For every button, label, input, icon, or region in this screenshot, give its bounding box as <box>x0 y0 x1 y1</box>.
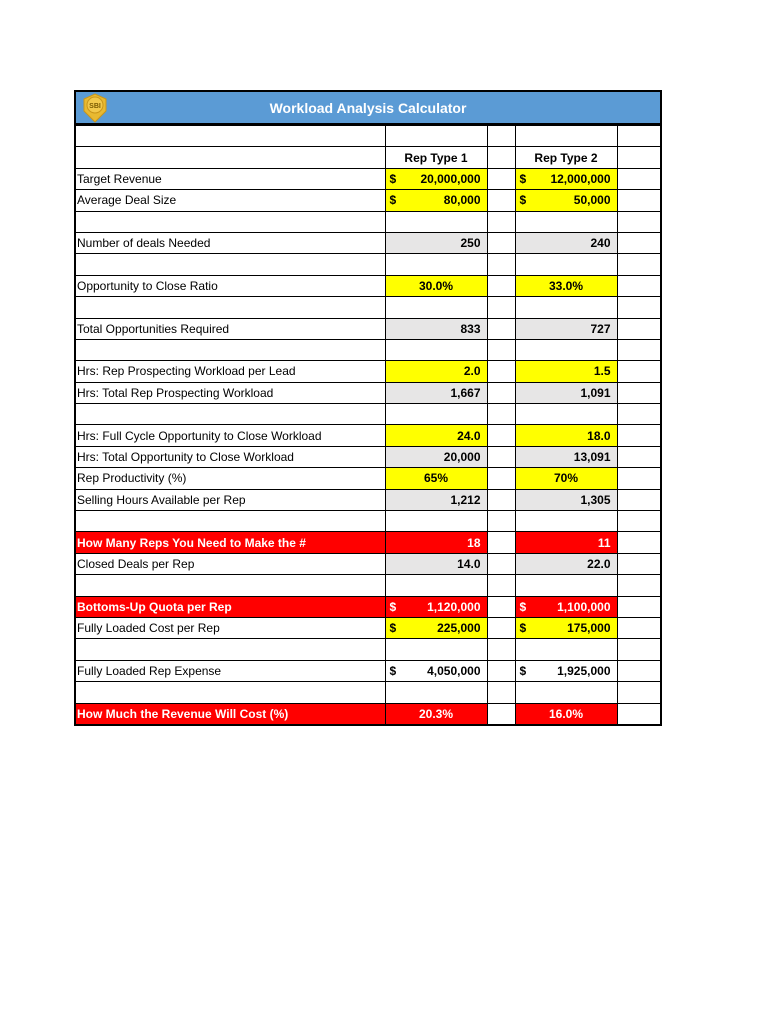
rep1-value-cell[interactable] <box>385 190 487 211</box>
rep1-value-cell[interactable]: 20.3% <box>385 703 487 724</box>
rep2-value-cell[interactable]: 16.0% <box>515 703 617 724</box>
cell-value: 20,000,000 <box>420 171 481 186</box>
cell-value: 225,000 <box>437 621 481 636</box>
currency-symbol: $ <box>519 599 527 614</box>
rep2-value-cell[interactable] <box>515 168 617 189</box>
table-row <box>76 382 660 403</box>
rep1-value-cell[interactable]: 65% <box>385 468 487 489</box>
row-label: Hrs: Total Rep Prospecting Workload <box>76 382 385 403</box>
currency-symbol: $ <box>389 171 397 186</box>
table-row <box>76 275 660 296</box>
workload-calculator-sheet <box>74 90 662 726</box>
rep1-value-cell[interactable] <box>385 168 487 189</box>
table-row <box>76 596 660 617</box>
rep1-value-cell[interactable]: 30.0% <box>385 275 487 296</box>
cell-value: 12,000,000 <box>550 171 611 186</box>
spacer-row <box>76 126 660 147</box>
row-label: Hrs: Total Opportunity to Close Workload <box>76 446 385 467</box>
row-label: Selling Hours Available per Rep <box>76 489 385 510</box>
table-row <box>76 425 660 446</box>
rep1-value-cell[interactable]: 250 <box>385 232 487 253</box>
rep1-value-cell[interactable]: 2.0 <box>385 361 487 382</box>
row-label: Number of deals Needed <box>76 232 385 253</box>
spacer-row <box>76 254 660 275</box>
row-label: Bottoms-Up Quota per Rep <box>76 596 385 617</box>
title-bar <box>76 92 660 125</box>
header-row <box>76 147 660 168</box>
currency-symbol: $ <box>389 663 397 678</box>
currency-symbol: $ <box>389 193 397 208</box>
rep1-value-cell[interactable]: 20,000 <box>385 446 487 467</box>
cell-value: 50,000 <box>573 193 611 208</box>
rep2-value-cell[interactable] <box>515 617 617 638</box>
cell-value: 4,050,000 <box>427 663 481 678</box>
spacer-row <box>76 339 660 360</box>
row-label: How Much the Revenue Will Cost (%) <box>76 703 385 724</box>
rep1-value-cell[interactable]: 14.0 <box>385 553 487 574</box>
spacer-row <box>76 682 660 703</box>
row-label: How Many Reps You Need to Make the # <box>76 532 385 553</box>
rep1-value-cell[interactable]: 18 <box>385 532 487 553</box>
row-label: Average Deal Size <box>76 190 385 211</box>
table-row <box>76 703 660 724</box>
rep2-value-cell[interactable]: 22.0 <box>515 553 617 574</box>
table-row <box>76 446 660 467</box>
table-row <box>76 617 660 638</box>
currency-symbol: $ <box>519 193 527 208</box>
rep1-value-cell[interactable] <box>385 596 487 617</box>
spacer-row <box>76 511 660 532</box>
table-row <box>76 489 660 510</box>
column-header-rep1: Rep Type 1 <box>385 147 487 168</box>
table-row <box>76 318 660 339</box>
column-header-rep2: Rep Type 2 <box>515 147 617 168</box>
currency-symbol: $ <box>389 599 397 614</box>
rep1-value-cell[interactable]: 833 <box>385 318 487 339</box>
rep2-value-cell[interactable]: 33.0% <box>515 275 617 296</box>
table-row <box>76 190 660 211</box>
rep1-value-cell[interactable] <box>385 617 487 638</box>
calculator-table <box>76 125 660 724</box>
sbi-logo-icon <box>82 93 108 123</box>
rep2-value-cell[interactable]: 1,305 <box>515 489 617 510</box>
rep1-value-cell[interactable]: 1,212 <box>385 489 487 510</box>
rep2-value-cell[interactable] <box>515 190 617 211</box>
currency-symbol: $ <box>389 621 397 636</box>
table-row <box>76 553 660 574</box>
row-label: Opportunity to Close Ratio <box>76 275 385 296</box>
cell-value: 1,925,000 <box>557 663 611 678</box>
rep1-value-cell[interactable]: 1,667 <box>385 382 487 403</box>
table-row <box>76 361 660 382</box>
cell-value: 1,120,000 <box>427 599 481 614</box>
logo-text: SBI <box>89 103 101 110</box>
row-label: Fully Loaded Rep Expense <box>76 660 385 681</box>
cell-value: 175,000 <box>567 621 611 636</box>
row-label: Closed Deals per Rep <box>76 553 385 574</box>
row-label: Hrs: Rep Prospecting Workload per Lead <box>76 361 385 382</box>
cell-value: 1,100,000 <box>557 599 611 614</box>
currency-symbol: $ <box>519 171 527 186</box>
rep2-value-cell[interactable]: 18.0 <box>515 425 617 446</box>
rep2-value-cell[interactable]: 1,091 <box>515 382 617 403</box>
row-label: Target Revenue <box>76 168 385 189</box>
rep2-value-cell[interactable]: 13,091 <box>515 446 617 467</box>
spacer-row <box>76 297 660 318</box>
table-row <box>76 168 660 189</box>
table-row <box>76 532 660 553</box>
rep1-value-cell[interactable]: 24.0 <box>385 425 487 446</box>
row-label: Hrs: Full Cycle Opportunity to Close Workload <box>76 425 385 446</box>
currency-symbol: $ <box>519 663 527 678</box>
rep2-value-cell[interactable] <box>515 660 617 681</box>
currency-symbol: $ <box>519 621 527 636</box>
rep2-value-cell[interactable]: 240 <box>515 232 617 253</box>
row-label: Fully Loaded Cost per Rep <box>76 617 385 638</box>
row-label: Total Opportunities Required <box>76 318 385 339</box>
rep2-value-cell[interactable]: 70% <box>515 468 617 489</box>
rep2-value-cell[interactable]: 11 <box>515 532 617 553</box>
page-title: Workload Analysis Calculator <box>269 99 467 116</box>
spacer-row <box>76 404 660 425</box>
cell-value: 80,000 <box>443 193 481 208</box>
rep1-value-cell[interactable] <box>385 660 487 681</box>
table-row <box>76 660 660 681</box>
table-row <box>76 468 660 489</box>
row-label: Rep Productivity (%) <box>76 468 385 489</box>
rep2-value-cell[interactable]: 1.5 <box>515 361 617 382</box>
rep2-value-cell[interactable] <box>515 596 617 617</box>
rep2-value-cell[interactable]: 727 <box>515 318 617 339</box>
spacer-row <box>76 639 660 660</box>
spacer-row <box>76 211 660 232</box>
spacer-row <box>76 575 660 596</box>
table-row <box>76 232 660 253</box>
